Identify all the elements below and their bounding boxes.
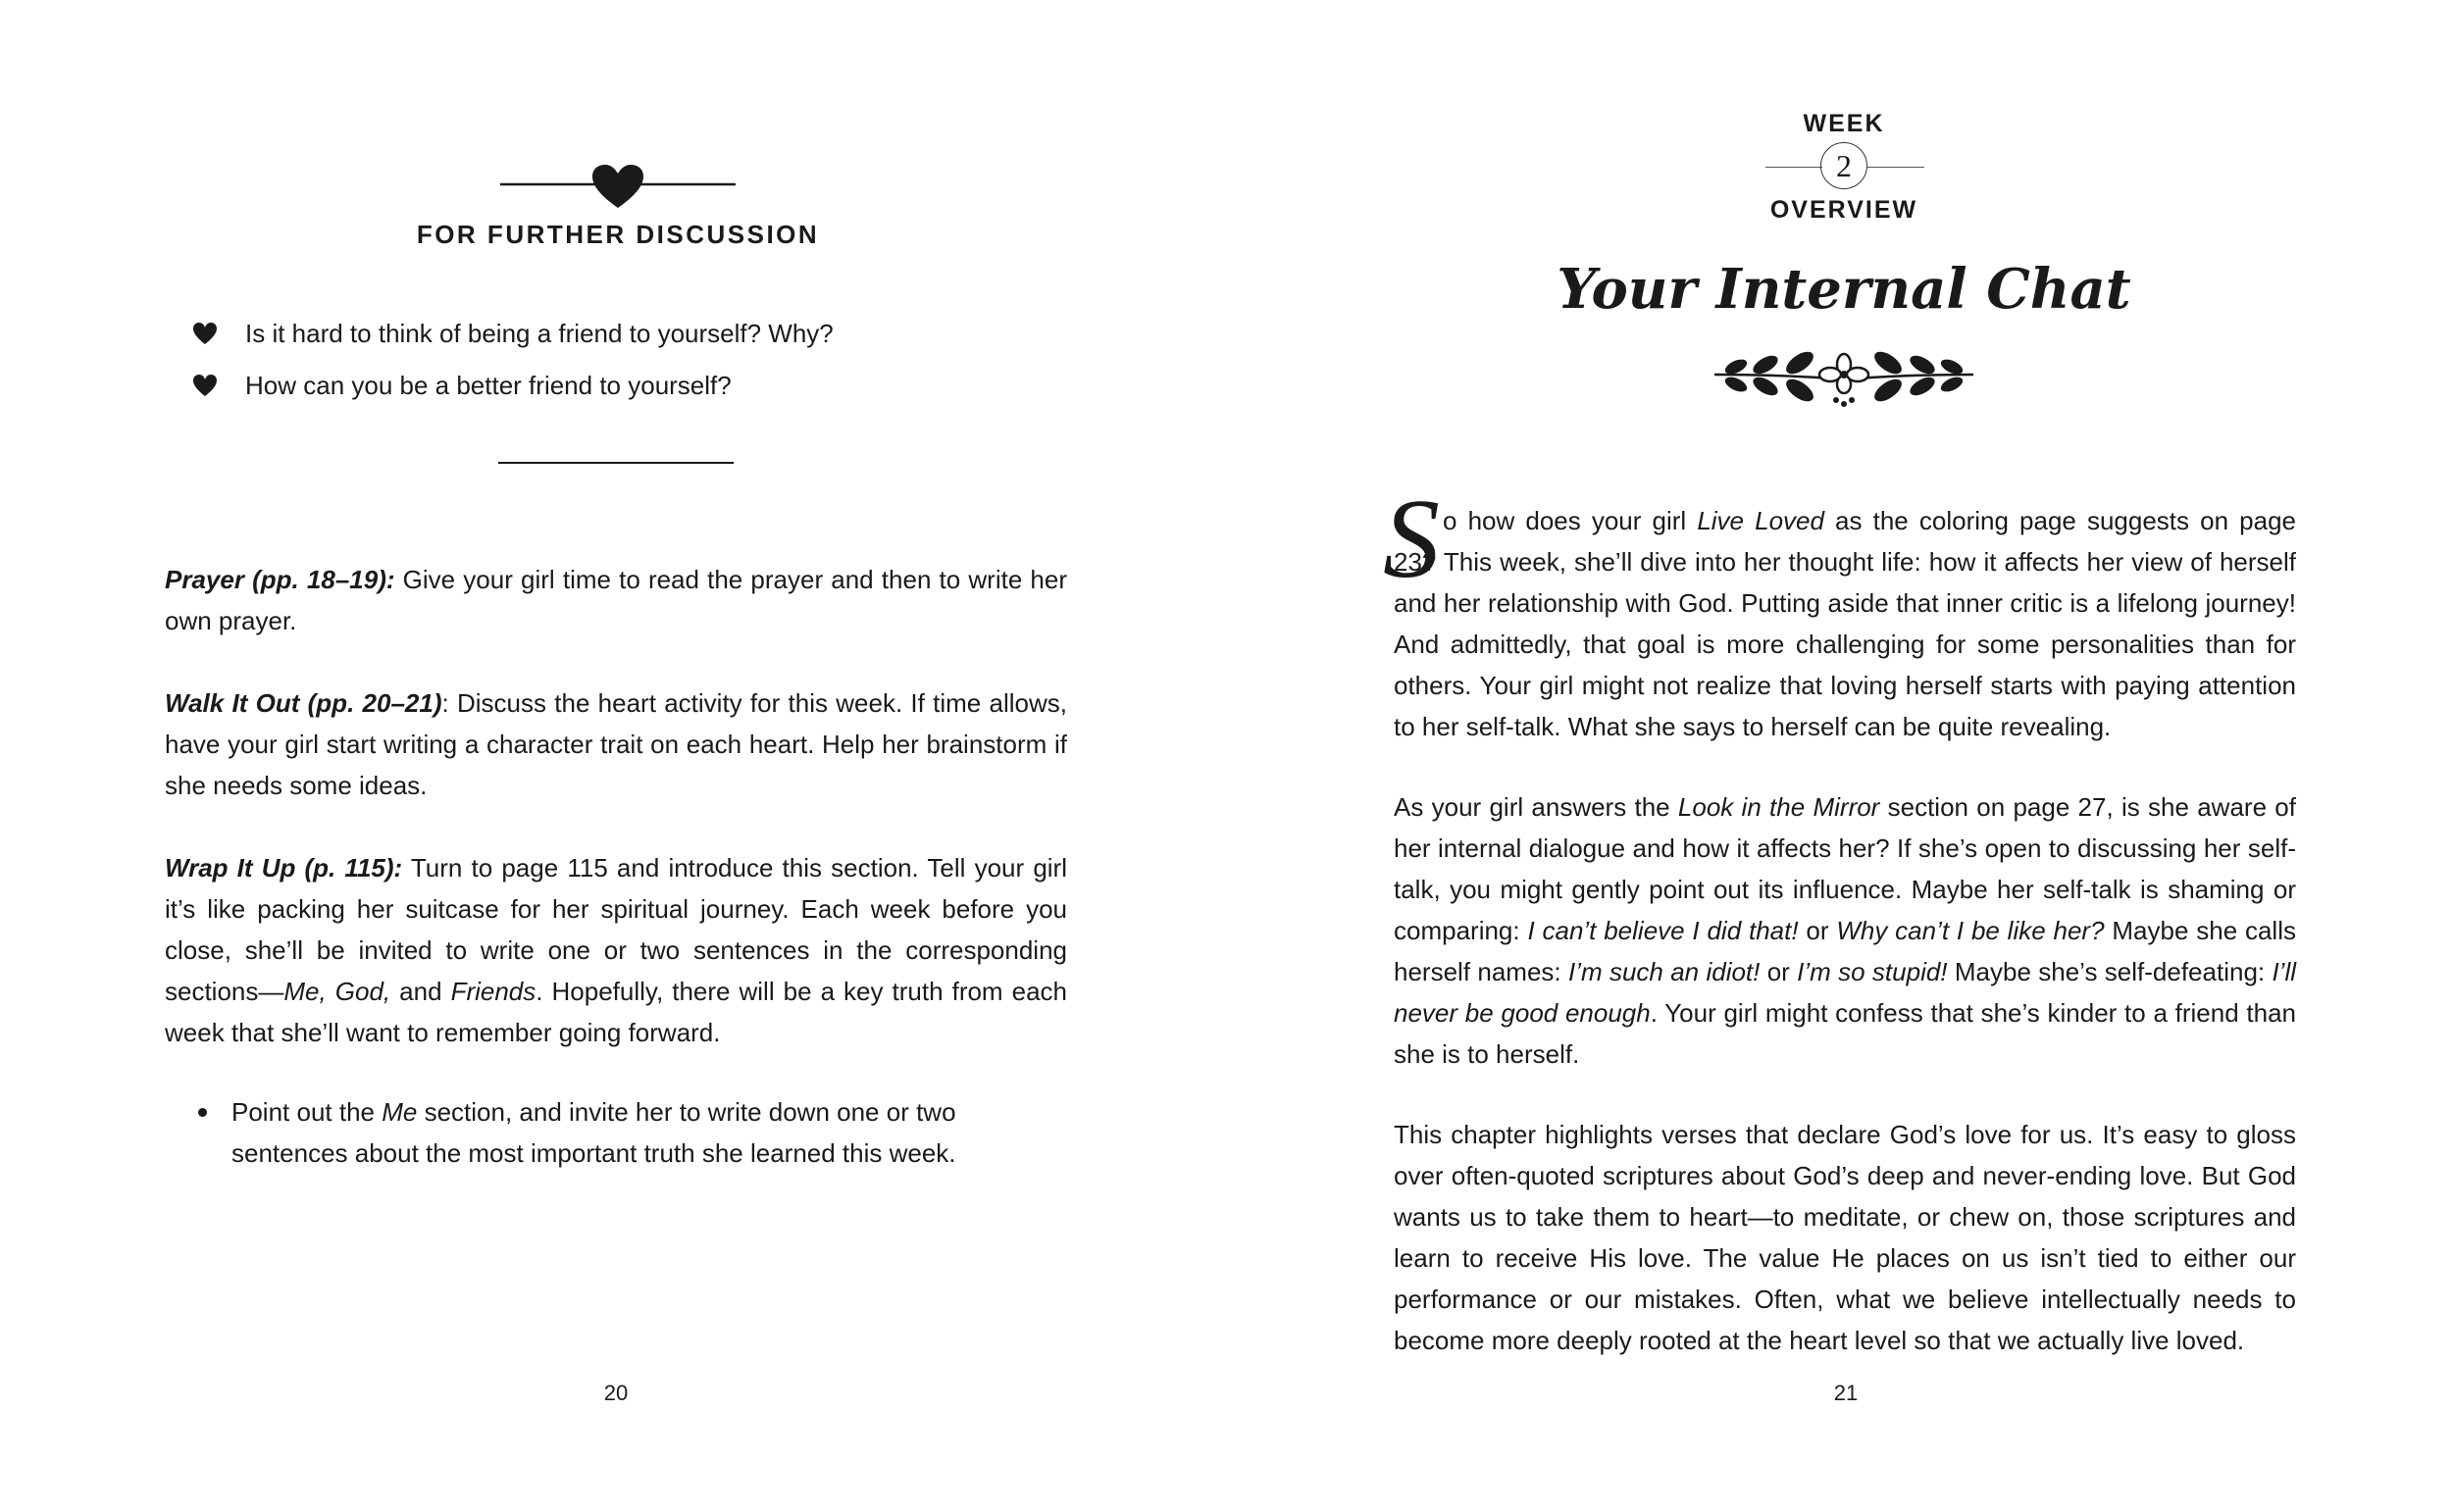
wrap-it-up-paragraph [165, 847, 1067, 1053]
section-divider [498, 462, 734, 464]
question-text: How can you be a better friend to yourself? [245, 371, 732, 400]
list-item [192, 308, 1075, 360]
wrap-it-up-lead: Wrap It Up (p. 115): [165, 853, 403, 882]
mirror-text: section on page 27, is she aware of her internal dialogue and how it affects her? If she’s open to discussing her self-talk, you might gently point out its influence. Maybe her self-talk is shaming or comparing: [1394, 792, 2296, 945]
bullet-dot-icon [198, 1108, 207, 1117]
mirror-emphasis: I can’t believe I did that! [1527, 916, 1799, 945]
badge-line [1765, 167, 1822, 168]
walk-it-out-text: : Discuss the heart activity for this week. If time allows, have your girl start writing a character trait on each heart. Help her brainstorm if she needs some ideas. [165, 688, 1067, 800]
week-number: 2 [1820, 142, 1867, 189]
prayer-paragraph [165, 559, 1067, 641]
prayer-text: Give your girl time to read the prayer and then to write her own prayer. [165, 565, 1068, 635]
wrap-it-up-text: and [390, 977, 451, 1006]
bullet-text: Point out the [231, 1097, 383, 1127]
section-heading: FOR FURTHER DISCUSSION [416, 220, 820, 249]
mirror-emphasis: Why can’t I be like her? [1836, 916, 2105, 945]
question-list [192, 308, 1075, 412]
wrap-it-up-text: Turn to page 115 and introduce this section. Tell your girl it’s like packing her suitcase for her spiritual journey. Each week before you close, she’ll be invited to write one or two sentences in the corresponding sections— [165, 853, 1067, 1006]
mirror-text: or [1760, 957, 1798, 986]
week-number-badge [1765, 141, 1924, 192]
intro-paragraph [1394, 500, 2296, 747]
list-item [192, 360, 1075, 412]
list-item [192, 1091, 1067, 1174]
week-label: WEEK [1803, 110, 1885, 137]
heart-divider-icon [500, 157, 736, 216]
wrap-it-up-emphasis: Me, God, [283, 977, 391, 1006]
heart-icon [192, 322, 218, 345]
intro-text: o how does your girl [1443, 506, 1698, 535]
overview-label: OVERVIEW [1769, 196, 1918, 224]
badge-line [1867, 167, 1924, 168]
intro-text: as the coloring page suggests on page 23? This week, she’ll dive into her thought life: how it affects her view of herself and her relationship with God. Putting aside that inner critic is a lifelong journey! And admittedly, that goal is more challenging for some personalities than for others. Your girl might not realize that loving herself starts with paying attention to her self-talk. What she says to herself can be quite revealing. [1394, 506, 2296, 741]
bullet-list [192, 1091, 1067, 1174]
prayer-lead: Prayer (pp. 18–19): [165, 565, 395, 594]
intro-emphasis: Live Loved [1697, 506, 1824, 535]
walk-it-out-lead: Walk It Out (pp. 20–21) [165, 688, 442, 718]
mirror-text: Maybe she calls herself names: [1394, 916, 2296, 986]
chapter-title: Your Internal Chat [1557, 257, 2131, 322]
mirror-emphasis: I’m such an idiot! [1567, 957, 1761, 986]
floral-ornament-icon [1707, 343, 1981, 412]
mirror-text: Maybe she’s self-defeating: [1947, 957, 2273, 986]
mirror-text: . Your girl might confess that she’s kinder to a friend than she is to herself. [1394, 998, 2297, 1069]
bullet-emphasis: Me [382, 1097, 418, 1127]
mirror-emphasis: Look in the Mirror [1677, 792, 1880, 822]
question-text: Is it hard to think of being a friend to yourself? Why? [245, 319, 834, 348]
walk-it-out-paragraph [165, 682, 1067, 806]
mirror-text: As your girl answers the [1394, 792, 1678, 822]
mirror-emphasis: I’m so stupid! [1797, 957, 1948, 986]
mirror-text: or [1798, 916, 1837, 945]
scripture-paragraph: This chapter highlights verses that declare God’s love for us. It’s easy to gloss over often-quoted scriptures about God’s deep and never-ending love. But God wants us to take them to heart—to meditate, or chew on, those scriptures and learn to receive His love. The value He places on us isn’t tied to either our performance or our mistakes. Often, what we believe intellectually needs to become more deeply rooted at the heart level so that we actually live loved. [1394, 1120, 2296, 1355]
mirror-paragraph [1394, 786, 2296, 1075]
wrap-it-up-emphasis: Friends [450, 977, 536, 1006]
page-number-left: 20 [603, 1381, 629, 1405]
page-number-right: 21 [1833, 1381, 1859, 1405]
wrap-it-up-text: . Hopefully, there will be a key truth from each week that she’ll want to remember going forward. [165, 977, 1067, 1047]
mirror-emphasis: I’ll never be good enough [1394, 957, 2297, 1028]
drop-cap: S [1383, 477, 1440, 602]
bullet-text: section, and invite her to write down one or two sentences about the most important truth she learned this week. [231, 1097, 956, 1168]
heart-icon [192, 374, 218, 397]
